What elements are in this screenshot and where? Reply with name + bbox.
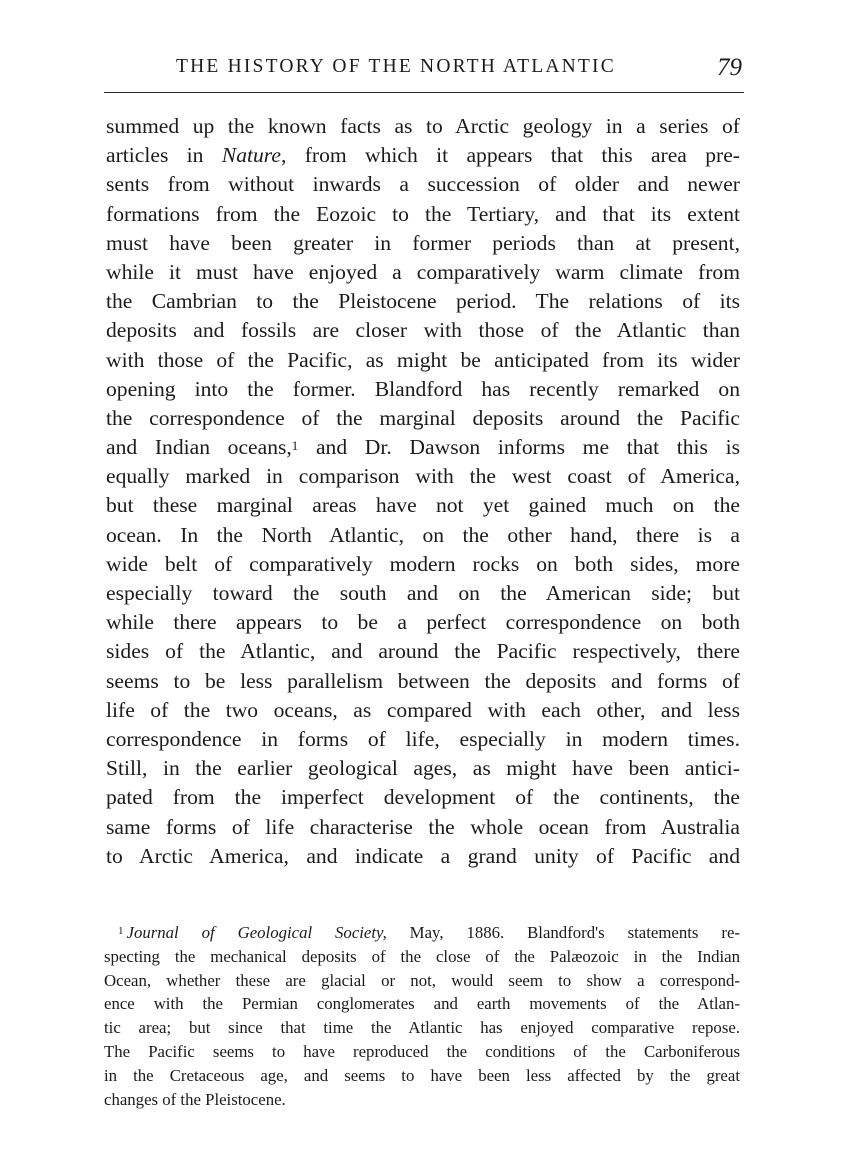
- footnote-reference: 1: [291, 438, 299, 454]
- text-fragment: and Indian oceans,: [106, 435, 292, 460]
- text-line: wide belt of comparatively modern rocks on both sides, more: [106, 551, 740, 576]
- text-line: formations from the Eozoic to the Tertiary, and that its extent: [106, 201, 740, 226]
- text-line: sides of the Atlantic, and around the Pacific respectively, there: [106, 639, 740, 664]
- journal-title-italic: Nature,: [221, 143, 287, 168]
- text-line: the Cambrian to the Pleistocene period. The relations of its: [106, 289, 740, 314]
- text-line: while it must have enjoyed a comparatively warm climate from: [106, 259, 740, 284]
- text-fragment: and Dr. Dawson informs me that this is: [315, 435, 740, 460]
- text-line: the correspondence of the marginal deposits around the Pacific: [106, 405, 740, 430]
- text-line: seems to be less parallelism between the deposits and forms of: [106, 668, 740, 693]
- text-line: especially toward the south and on the American side; but: [106, 581, 740, 605]
- text-line: Still, in the earlier geological ages, as might have been antici-: [106, 756, 740, 781]
- text-line: summed up the known facts as to Arctic geology in a series of: [106, 114, 740, 138]
- text-line: equally marked in comparison with the west coast of America,: [106, 464, 740, 489]
- footnote-line: specting the mechanical deposits of the close of the Palæozoic in the Indian: [104, 946, 740, 966]
- text-line: [106, 433, 740, 462]
- footnote-line: changes of the Pleistocene.: [104, 1089, 286, 1109]
- footnote-line: in the Cretaceous age, and seems to have been less affected by the great: [104, 1065, 740, 1085]
- page-header: [104, 48, 744, 88]
- text-line: [106, 141, 740, 170]
- text-line: while there appears to be a perfect correspondence on both: [106, 610, 740, 635]
- text-line: to Arctic America, and indicate a grand unity of Pacific and: [106, 843, 740, 868]
- text-line: ocean. In the North Atlantic, on the other hand, there is a: [106, 522, 740, 547]
- footnote-line: tic area; but since that time the Atlantic has enjoyed comparative repose.: [104, 1018, 740, 1038]
- body-text: [106, 112, 740, 871]
- footnote-line: ence with the Permian conglomerates and earth movements of the Atlan-: [104, 994, 740, 1014]
- footnote-citation-italic: Journal of Geological Society,: [126, 923, 387, 942]
- footnote-line: [104, 921, 740, 945]
- text-line: must have been greater in former periods than at present,: [106, 230, 740, 255]
- text-line: correspondence in forms of life, especially in modern times.: [106, 726, 740, 751]
- footnote-line: Ocean, whether these are glacial or not, would seem to show a correspond-: [104, 970, 740, 990]
- text-line: deposits and fossils are closer with those of the Atlantic than: [106, 318, 740, 343]
- text-line: same forms of life characterise the whole ocean from Australia: [106, 814, 740, 839]
- footnote: [104, 921, 740, 1111]
- text-line: pated from the imperfect development of the continents, the: [106, 785, 740, 810]
- text-line: life of the two oceans, as compared with each other, and less: [106, 697, 740, 722]
- page-number: 79: [717, 54, 742, 81]
- text-line: opening into the former. Blandford has recently remarked on: [106, 376, 740, 401]
- running-title: THE HISTORY OF THE NORTH ATLANTIC: [176, 56, 616, 77]
- text-fragment: from which it appears that this area pre-: [304, 143, 740, 168]
- footnote-line: The Pacific seems to have reproduced the conditions of the Carboniferous: [104, 1041, 740, 1061]
- text-fragment: articles in: [106, 143, 204, 168]
- header-rule: [104, 92, 744, 93]
- footnote-marker: 1: [118, 925, 124, 937]
- text-fragment: May, 1886. Blandford's statements re-: [409, 923, 740, 942]
- text-line: but these marginal areas have not yet gained much on the: [106, 493, 740, 518]
- text-line: sents from without inwards a succession of older and newer: [106, 172, 740, 197]
- text-line: with those of the Pacific, as might be anticipated from its wider: [106, 347, 740, 372]
